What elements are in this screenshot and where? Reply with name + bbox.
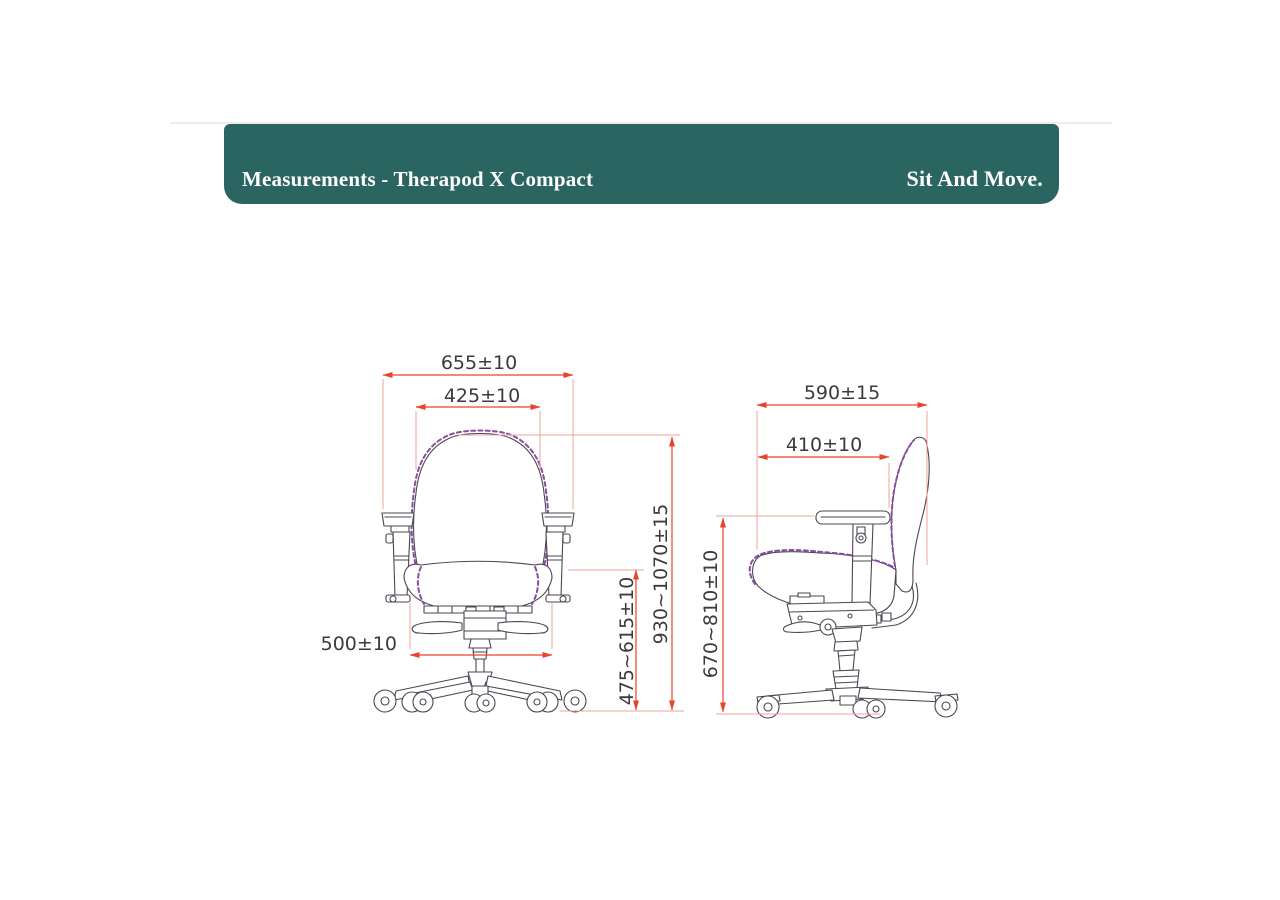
dim-overall-depth-label: 590±15 <box>803 382 881 404</box>
dim-seat-height-label: 475~615±10 <box>616 576 638 706</box>
page-title: Measurements - Therapod X Compact <box>242 167 594 191</box>
chair-mechanism-front <box>412 606 548 639</box>
dim-overall-height-label: 930~1070±15 <box>650 503 672 645</box>
dim-armrest-height-label: 670~810±10 <box>700 549 722 679</box>
brand-logo-text: Sit And Move. <box>906 166 1043 191</box>
side-view-drawing <box>700 382 958 718</box>
dim-backrest-width-label: 425±10 <box>443 385 521 407</box>
dim-overall-width-label: 655±10 <box>440 352 518 374</box>
chair-base-front <box>374 639 586 712</box>
front-view-drawing <box>321 352 684 712</box>
chair-base-side <box>757 641 958 718</box>
chair-seat-front <box>404 561 552 610</box>
chair-backrest-front <box>412 431 549 578</box>
dim-seat-depth-label: 410±10 <box>785 434 863 456</box>
dim-seat-width-label: 500±10 <box>320 633 397 655</box>
